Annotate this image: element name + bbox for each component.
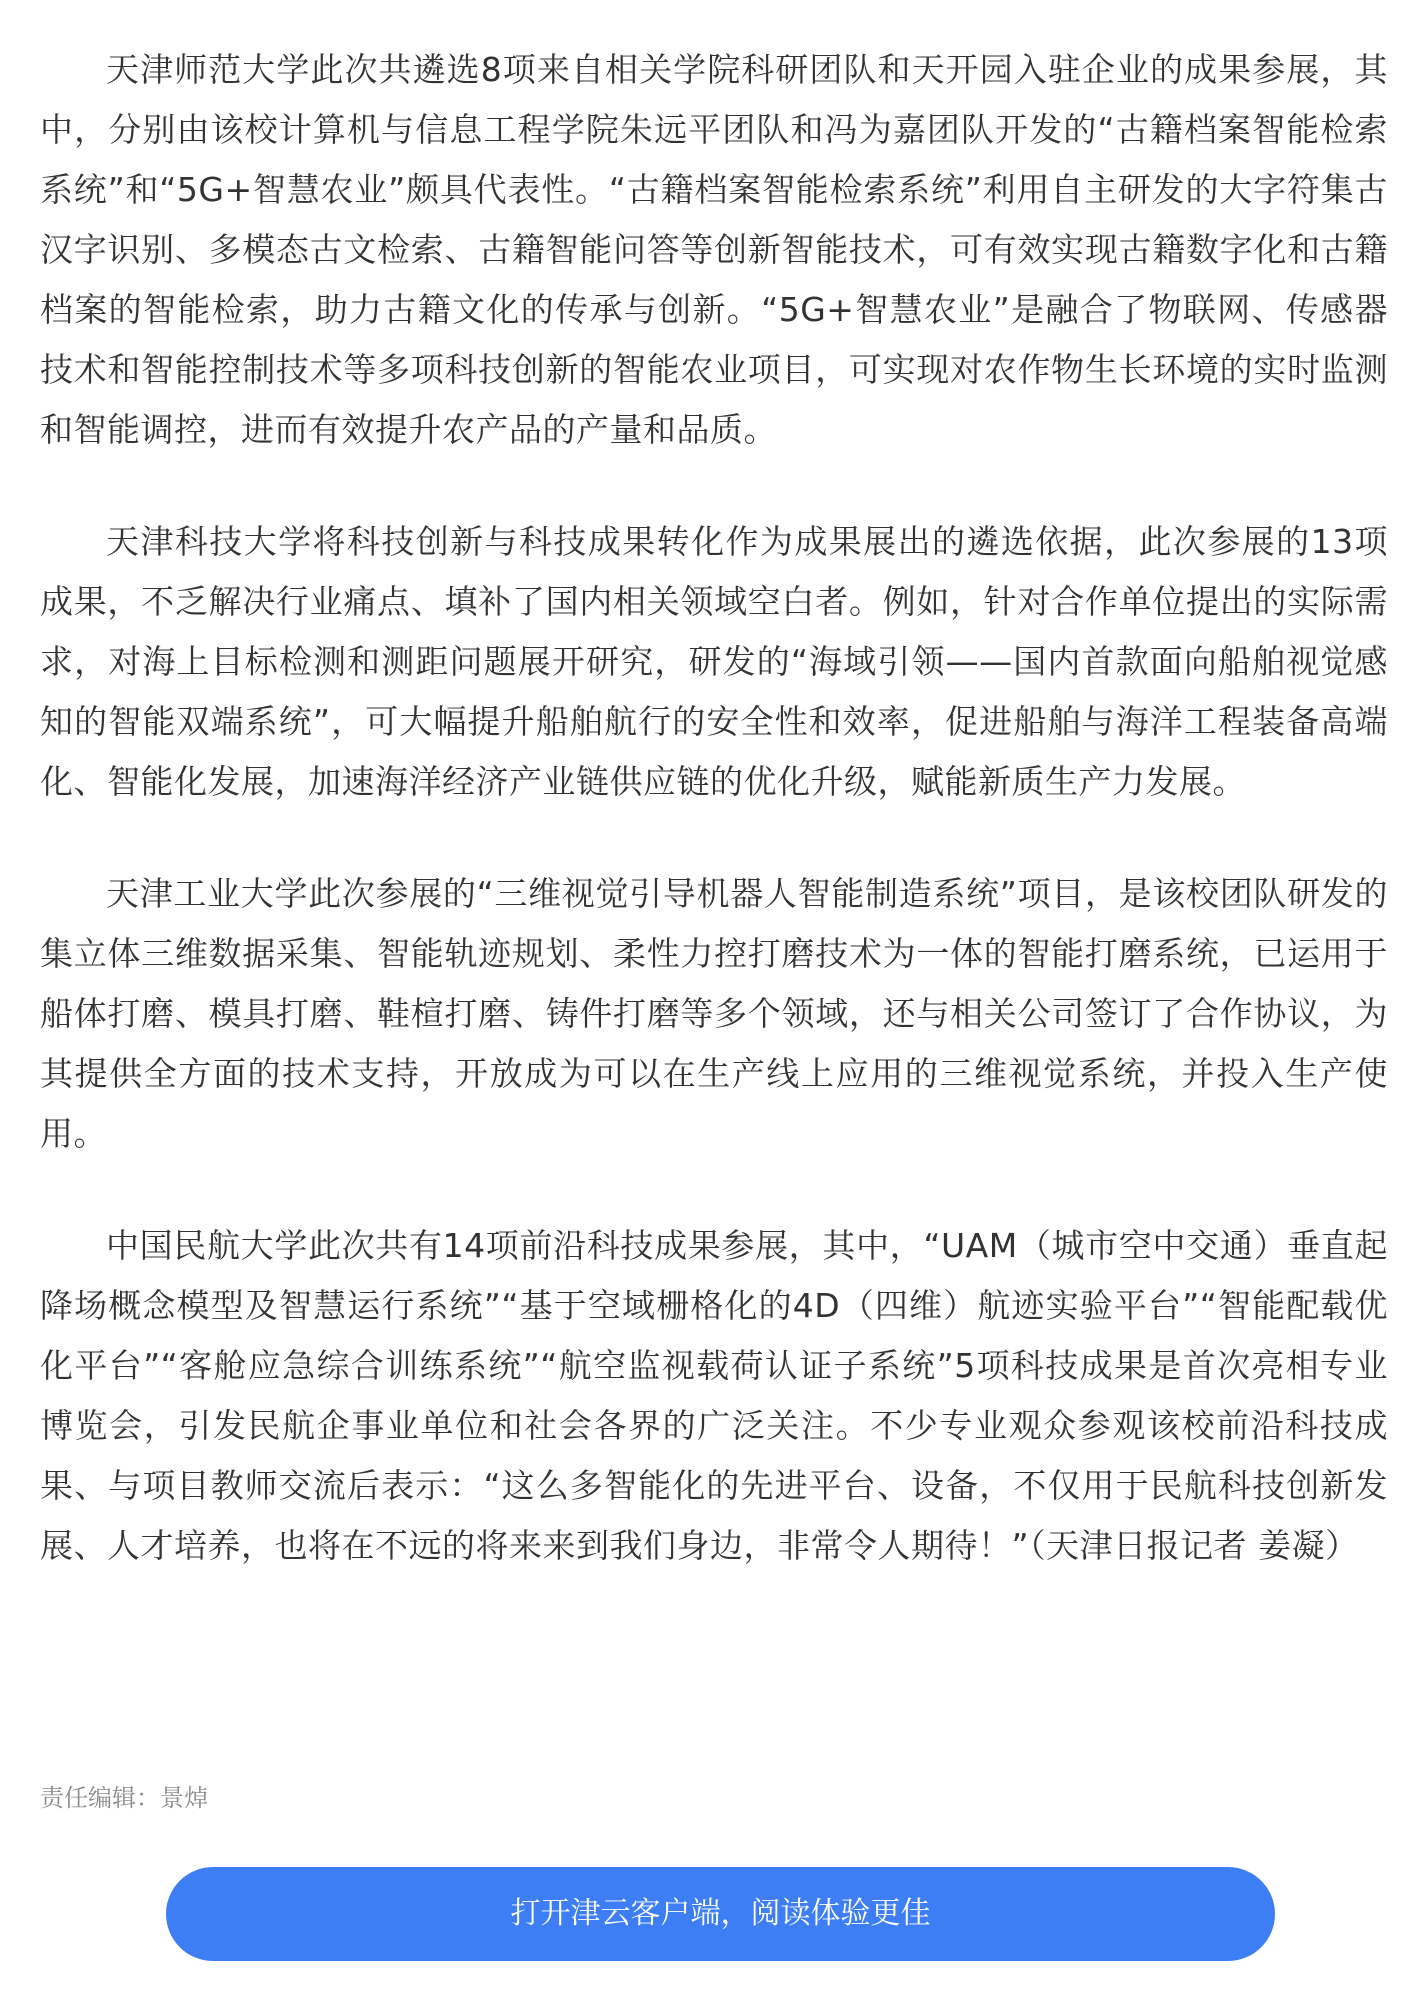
responsible-editor	[40, 1783, 208, 1813]
article-paragraph: 天津科技大学将科技创新与科技成果转化作为成果展出的遴选依据，此次参展的13项成果，不乏解决行业痛点、填补了国内相关领域空白者。例如，针对合作单位提出的实际需求，对海上目标检测和测距问题展开研究，研发的“海域引领——国内首款面向船舶视觉感知的智能双端系统”，可大幅提升船舶航行的安全性和效率，促进船舶与海洋工程装备高端化、智能化发展，加速海洋经济产业链供应链的优化升级，赋能新质生产力发展。	[40, 522, 1388, 801]
article-body	[40, 40, 1388, 1628]
article-paragraph: 天津工业大学此次参展的“三维视觉引导机器人智能制造系统”项目，是该校团队研发的集立体三维数据采集、智能轨迹规划、柔性力控打磨技术为一体的智能打磨系统，已运用于船体打磨、模具打磨、鞋楦打磨、铸件打磨等多个领域，还与相关公司签订了合作协议，为其提供全方面的技术支持，开放成为可以在生产线上应用的三维视觉系统，并投入生产使用。	[40, 874, 1388, 1153]
editor-name: 景焯	[160, 1784, 208, 1812]
open-app-button[interactable]: 打开津云客户端，阅读体验更佳	[166, 1867, 1275, 1961]
article-paragraph: 中国民航大学此次共有14项前沿科技成果参展，其中，“UAM（城市空中交通）垂直起降场概念模型及智慧运行系统”“基于空域栅格化的4D（四维）航迹实验平台”“智能配载优化平台”“客舱应急综合训练系统”“航空监视载荷认证子系统”5项科技成果是首次亮相专业博览会，引发民航企事业单位和社会各界的广泛关注。不少专业观众参观该校前沿科技成果、与项目教师交流后表示：“这么多智能化的先进平台、设备，不仅用于民航科技创新发展、人才培养，也将在不远的将来来到我们身边，非常令人期待！”（天津日报记者 姜凝）	[40, 1226, 1388, 1565]
editor-label: 责任编辑：	[40, 1784, 160, 1812]
article-paragraph: 天津师范大学此次共遴选8项来自相关学院科研团队和天开园入驻企业的成果参展，其中，分别由该校计算机与信息工程学院朱远平团队和冯为嘉团队开发的“古籍档案智能检索系统”和“5G+智慧农业”颇具代表性。“古籍档案智能检索系统”利用自主研发的大字符集古汉字识别、多模态古文检索、古籍智能问答等创新智能技术，可有效实现古籍数字化和古籍档案的智能检索，助力古籍文化的传承与创新。“5G+智慧农业”是融合了物联网、传感器技术和智能控制技术等多项科技创新的智能农业项目，可实现对农作物生长环境的实时监测和智能调控，进而有效提升农产品的产量和品质。	[40, 50, 1388, 449]
